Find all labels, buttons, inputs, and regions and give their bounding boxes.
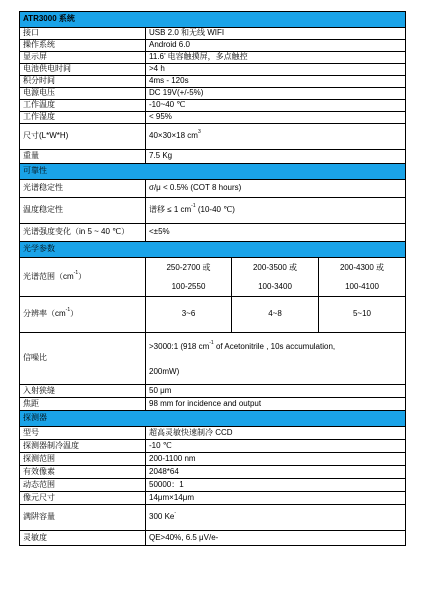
spec-value: 2048*64	[146, 466, 406, 479]
range-line: 100-4100	[345, 282, 379, 291]
resolution-cell: 5~10	[319, 297, 406, 333]
spec-sheet	[19, 11, 405, 546]
spec-row	[20, 440, 406, 453]
superscript: 3	[197, 129, 201, 136]
spec-row	[20, 40, 406, 52]
spec-row	[20, 198, 406, 224]
spec-value: σ/μ < 0.5% (COT 8 hours)	[146, 180, 406, 198]
spec-value	[146, 198, 406, 224]
spec-label: 工作温度	[20, 100, 146, 112]
spec-row	[20, 28, 406, 40]
spec-value: 4ms - 120s	[146, 76, 406, 88]
snr-line: 200mW)	[149, 366, 180, 376]
spec-row	[20, 150, 406, 164]
spec-label: 重量	[20, 150, 146, 164]
section-title-optics: 光学参数	[20, 242, 406, 258]
spec-row	[20, 385, 406, 398]
label-end: ）	[78, 271, 87, 281]
spec-row	[20, 427, 406, 440]
spec-value: >4 h	[146, 64, 406, 76]
spec-row	[20, 100, 406, 112]
spec-row	[20, 64, 406, 76]
spec-value: 超高灵敏快速制冷 CCD	[146, 427, 406, 440]
spec-row	[20, 531, 406, 546]
spec-row	[20, 112, 406, 124]
label: 光谱范围（cm	[23, 271, 74, 281]
spectral-range-cell	[146, 258, 232, 297]
superscript: -1	[191, 203, 196, 210]
range-line: 200-4300 或	[339, 263, 385, 272]
temp-shift: 谱移 ≤ 1 cm	[149, 205, 192, 215]
spec-label: 工作湿度	[20, 112, 146, 124]
spec-value: -10~40 ℃	[146, 100, 406, 112]
size-value: 40×30×18 cm	[149, 131, 198, 141]
spec-value: 98 mm for incidence and output	[146, 398, 406, 411]
spec-row	[20, 333, 406, 385]
superscript: -	[174, 510, 177, 517]
range-line: 100-3400	[258, 282, 292, 291]
superscript: -1	[65, 307, 71, 314]
spec-row	[20, 479, 406, 492]
spec-label: 光谱稳定性	[20, 180, 146, 198]
spec-row	[20, 453, 406, 466]
spec-label	[20, 297, 146, 333]
spec-row	[20, 505, 406, 531]
section-header	[20, 242, 406, 258]
label-end: ）	[70, 309, 79, 319]
superscript: -1	[73, 269, 79, 276]
snr-line	[149, 334, 405, 360]
spec-label: 探测范围	[20, 453, 146, 466]
spec-label: 积分时间	[20, 76, 146, 88]
snr-a: >3000:1 (918 cm	[149, 341, 210, 351]
spec-value: -10 ℃	[146, 440, 406, 453]
spec-row	[20, 52, 406, 64]
spec-table	[19, 11, 406, 546]
temp-range: (10-40 ℃)	[197, 205, 235, 215]
spec-value: DC 19V(+/-5%)	[146, 88, 406, 100]
spec-row	[20, 88, 406, 100]
spec-label: 像元尺寸	[20, 492, 146, 505]
spec-row	[20, 76, 406, 88]
spec-value: 7.5 Kg	[146, 150, 406, 164]
spec-row	[20, 224, 406, 242]
spec-value: 11.6’ 电容触摸屏，多点触控	[146, 52, 406, 64]
section-header	[20, 12, 406, 28]
range-line: 200-3500 或	[252, 263, 298, 272]
spec-row	[20, 124, 406, 150]
spec-label: 接口	[20, 28, 146, 40]
section-header	[20, 411, 406, 427]
spec-row	[20, 398, 406, 411]
snr-b: of Acetonitrile , 10s accumulation,	[213, 341, 336, 351]
spec-row	[20, 297, 406, 333]
spec-label: 探测器制冷温度	[20, 440, 146, 453]
spec-row	[20, 466, 406, 479]
spec-value: 50 μm	[146, 385, 406, 398]
range-line: 100-2550	[171, 282, 206, 291]
label: 分辨率（cm	[23, 309, 66, 319]
full-well-value: 300 Ke	[149, 512, 175, 522]
spec-value: <±5%	[146, 224, 406, 242]
spec-label: 灵敏度	[20, 531, 146, 546]
spec-label: 尺寸(L*W*H)	[20, 124, 146, 150]
spec-label	[20, 258, 146, 297]
spec-label: 操作系统	[20, 40, 146, 52]
spec-value	[146, 505, 406, 531]
spec-label: 信噪比	[20, 333, 146, 385]
section-title-system: ATR3000 系统	[20, 12, 406, 28]
range-line: 250-2700 或	[166, 263, 211, 272]
spec-value: USB 2.0 和无线 WIFI	[146, 28, 406, 40]
spec-label: 电源电压	[20, 88, 146, 100]
spec-row	[20, 258, 406, 297]
superscript: -1	[209, 339, 214, 346]
spec-label: 满阱容量	[20, 505, 146, 531]
spec-value: Android 6.0	[146, 40, 406, 52]
spec-label: 入射狭缝	[20, 385, 146, 398]
resolution-cell: 3~6	[146, 297, 232, 333]
section-title-reliability: 可靠性	[20, 164, 406, 180]
spec-value: QE>40%, 6.5 μV/e-	[146, 531, 406, 546]
spec-label: 光谱强度变化（in 5 ~ 40 ℃）	[20, 224, 146, 242]
spec-value	[146, 124, 406, 150]
spec-value: 14μm×14μm	[146, 492, 406, 505]
spec-label: 焦距	[20, 398, 146, 411]
spec-label: 有效像素	[20, 466, 146, 479]
spec-row	[20, 492, 406, 505]
resolution-cell: 4~8	[232, 297, 319, 333]
spec-label: 动态范围	[20, 479, 146, 492]
spec-label: 显示屏	[20, 52, 146, 64]
spectral-range-cell	[319, 258, 406, 297]
spec-label: 电池供电时间	[20, 64, 146, 76]
section-title-detector: 探测器	[20, 411, 406, 427]
spec-row	[20, 180, 406, 198]
spec-value: 50000：1	[146, 479, 406, 492]
spec-value: < 95%	[146, 112, 406, 124]
spec-value: 200-1100 nm	[146, 453, 406, 466]
section-header	[20, 164, 406, 180]
spectral-range-cell	[232, 258, 319, 297]
spec-label: 温度稳定性	[20, 198, 146, 224]
spec-label: 型号	[20, 427, 146, 440]
spec-value	[146, 333, 406, 385]
